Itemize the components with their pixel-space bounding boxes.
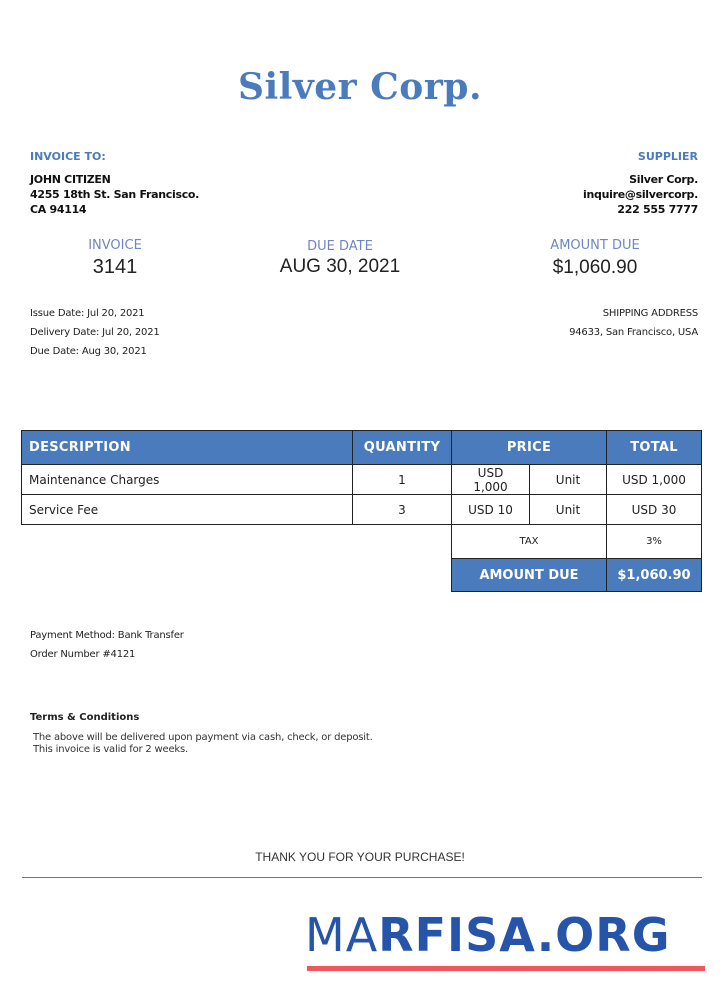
amount-due-label: AMOUNT DUE <box>550 238 640 253</box>
row-description: Maintenance Charges <box>22 465 353 495</box>
amount-due-row <box>22 559 702 592</box>
supplier-label: SUPPLIER <box>637 150 698 163</box>
terms-title: Terms & Conditions <box>30 712 140 723</box>
row-quantity: 1 <box>353 465 452 495</box>
invoice-number: 3141 <box>92 256 138 278</box>
dates-block <box>30 304 160 361</box>
customer-name: JOHN CITIZEN <box>30 173 111 186</box>
supplier-phone: 222 555 7777 <box>617 203 698 216</box>
shipping-address: 94633, San Francisco, USA <box>569 327 698 338</box>
shipping-label: SHIPPING ADDRESS <box>602 308 698 319</box>
items-table <box>21 430 702 592</box>
due-date-block <box>250 239 430 278</box>
invoice-to-block <box>30 172 199 217</box>
table-row <box>22 495 702 525</box>
row-price: USD 1,000 <box>452 465 530 495</box>
due-date-value: AUG 30, 2021 <box>279 256 401 277</box>
brand-text-part2: RFISA.ORG <box>378 908 671 962</box>
order-number: Order Number #4121 <box>30 649 136 660</box>
row-description: Service Fee <box>22 495 353 525</box>
tax-label: TAX <box>452 525 607 559</box>
payment-method: Payment Method: Bank Transfer <box>30 630 184 641</box>
header-quantity: QUANTITY <box>353 431 452 465</box>
row-unit: Unit <box>530 495 607 525</box>
footer-divider <box>22 877 702 878</box>
table-amount-due-label: AMOUNT DUE <box>452 559 607 592</box>
tax-value: 3% <box>607 525 702 559</box>
brand-logo <box>305 910 670 960</box>
delivery-date: Delivery Date: Jul 20, 2021 <box>30 327 160 338</box>
shipping-block <box>569 304 698 342</box>
tax-row <box>22 525 702 559</box>
invoice-number-block <box>55 238 175 279</box>
company-title: Silver Corp. <box>237 66 482 108</box>
amount-due-value: $1,060.90 <box>552 257 638 278</box>
table-amount-due-value: $1,060.90 <box>607 559 702 592</box>
brand-text-part1: MA <box>305 908 379 962</box>
terms-line-2: This invoice is valid for 2 weeks. <box>33 744 189 755</box>
terms-text <box>33 732 373 756</box>
row-quantity: 3 <box>353 495 452 525</box>
supplier-name: Silver Corp. <box>629 173 698 186</box>
brand-underline <box>307 966 705 971</box>
invoice-label: INVOICE <box>88 238 142 253</box>
row-total: USD 1,000 <box>607 465 702 495</box>
due-date-line: Due Date: Aug 30, 2021 <box>30 346 147 357</box>
customer-address-line2: CA 94114 <box>30 203 87 216</box>
thank-you-message: THANK YOU FOR YOUR PURCHASE! <box>255 850 465 864</box>
due-date-label: DUE DATE <box>307 239 373 254</box>
amount-due-block <box>525 238 665 279</box>
table-row <box>22 465 702 495</box>
customer-address-line1: 4255 18th St. San Francisco. <box>30 188 200 201</box>
issue-date: Issue Date: Jul 20, 2021 <box>30 308 145 319</box>
row-total: USD 30 <box>607 495 702 525</box>
header-price: PRICE <box>452 431 607 465</box>
supplier-email: inquire@silvercorp. <box>583 188 698 201</box>
supplier-block <box>583 172 698 217</box>
row-unit: Unit <box>530 465 607 495</box>
payment-block <box>30 626 184 664</box>
header-description: DESCRIPTION <box>22 431 353 465</box>
table-header-row <box>22 431 702 465</box>
row-price: USD 10 <box>452 495 530 525</box>
terms-line-1: The above will be delivered upon payment via cash, check, or deposit. <box>33 732 373 743</box>
header-total: TOTAL <box>607 431 702 465</box>
invoice-to-label: INVOICE TO: <box>30 150 106 163</box>
